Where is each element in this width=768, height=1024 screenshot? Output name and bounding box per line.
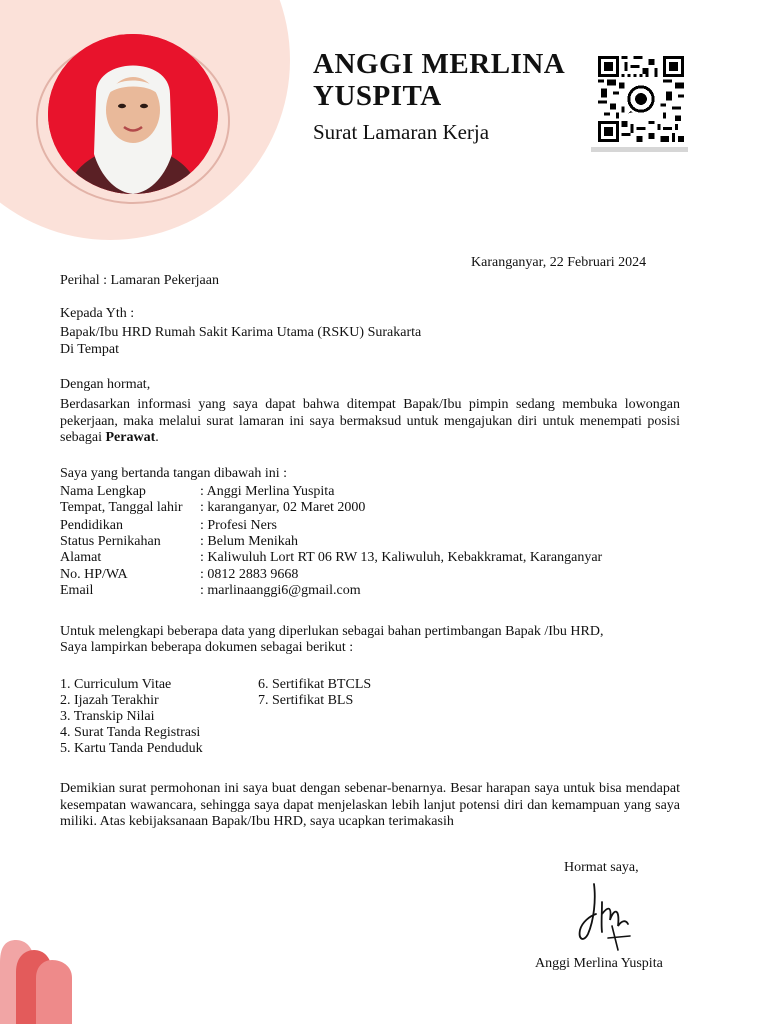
identity-row bbox=[60, 567, 298, 583]
qr-code-icon bbox=[596, 56, 686, 142]
document-list-item: 6. Sertifikat BTCLS bbox=[258, 677, 372, 692]
intro-paragraph bbox=[60, 397, 680, 447]
identity-value: : Kaliwuluh Lort RT 06 RW 13, Kaliwuluh, Kebakkramat, Karanganyar bbox=[200, 550, 603, 565]
footer-decoration bbox=[0, 938, 80, 1024]
handwritten-signature bbox=[572, 880, 638, 952]
applied-position: Perawat bbox=[105, 430, 156, 445]
closing-paragraph: Demikian surat permohonan ini saya buat dengan sebenar-benarnya. Besar harapan saya untuk bisa mendapat kesempatan wawancara, sehingga saya dapat menjelaskan lebih lanjut potensi diri dan kemampuan yang saya miliki. Atas kebijaksanaan Bapak/Ibu HRD, saya ucapkan terimakasih bbox=[60, 781, 680, 829]
document-list-item: 7. Sertifikat BLS bbox=[258, 693, 354, 708]
profile-photo bbox=[48, 34, 218, 194]
identity-label: Pendidikan bbox=[60, 518, 123, 533]
identity-label: Status Pernikahan bbox=[60, 534, 161, 549]
whatsapp-qr-code bbox=[596, 56, 686, 142]
recipient-location: Di Tempat bbox=[60, 342, 120, 357]
identity-label: No. HP/WA bbox=[60, 567, 128, 582]
regards: Hormat saya, bbox=[564, 860, 639, 875]
identity-row bbox=[60, 583, 361, 599]
identity-intro: Saya yang bertanda tangan dibawah ini : bbox=[60, 466, 288, 481]
signer-name: Anggi Merlina Yuspita bbox=[535, 956, 663, 971]
greeting: Dengan hormat, bbox=[60, 377, 151, 392]
attachments-intro-line2: Saya lampirkan beberapa dokumen sebagai berikut : bbox=[60, 640, 354, 655]
identity-row bbox=[60, 534, 298, 550]
letter-subject: Perihal : Lamaran Pekerjaan bbox=[60, 273, 219, 288]
portrait-illustration bbox=[48, 34, 218, 194]
identity-row bbox=[60, 484, 334, 500]
identity-row bbox=[60, 518, 277, 534]
intro-end: . bbox=[155, 430, 159, 445]
identity-value: : Profesi Ners bbox=[200, 518, 277, 533]
document-list-item: 4. Surat Tanda Registrasi bbox=[60, 725, 201, 740]
applicant-name bbox=[313, 48, 593, 112]
letter-date: Karanganyar, 22 Februari 2024 bbox=[471, 255, 647, 270]
document-list-item: 1. Curriculum Vitae bbox=[60, 677, 172, 692]
document-subtitle: Surat Lamaran Kerja bbox=[313, 120, 490, 144]
qr-code-underline bbox=[591, 147, 688, 152]
identity-value: : Belum Menikah bbox=[200, 534, 298, 549]
identity-label: Email bbox=[60, 583, 94, 598]
identity-value: : marlinaanggi6@gmail.com bbox=[200, 583, 361, 598]
identity-label: Nama Lengkap bbox=[60, 484, 146, 499]
document-list-item: 5. Kartu Tanda Penduduk bbox=[60, 741, 203, 756]
identity-value: : 0812 2883 9668 bbox=[200, 567, 299, 582]
identity-label: Alamat bbox=[60, 550, 102, 565]
identity-value: : karanganyar, 02 Maret 2000 bbox=[200, 500, 366, 515]
intro-text: Berdasarkan informasi yang saya dapat bahwa ditempat Bapak/Ibu pimpin sedang membuka lowongan pekerjaan, maka melalui surat lamaran ini saya bermaksud untuk mengajukan diri untuk menempati posisi sebagai bbox=[60, 397, 680, 445]
applicant-name-line2: YUSPITA bbox=[313, 80, 442, 112]
attachments-intro-line1: Untuk melengkapi beberapa data yang diperlukan sebagai bahan pertimbangan Bapak /Ibu HRD, bbox=[60, 624, 604, 639]
identity-label: Tempat, Tanggal lahir bbox=[60, 500, 183, 515]
identity-row bbox=[60, 500, 365, 516]
recipient-name: Bapak/Ibu HRD Rumah Sakit Karima Utama (RSKU) Surakarta bbox=[60, 325, 422, 340]
applicant-name-line1: ANGGI MERLINA bbox=[313, 48, 566, 80]
identity-value: : Anggi Merlina Yuspita bbox=[200, 484, 335, 499]
document-list-item: 2. Ijazah Terakhir bbox=[60, 693, 159, 708]
recipient-salutation: Kepada Yth : bbox=[60, 306, 135, 321]
identity-row bbox=[60, 550, 602, 566]
document-list-item: 3. Transkip Nilai bbox=[60, 709, 155, 724]
